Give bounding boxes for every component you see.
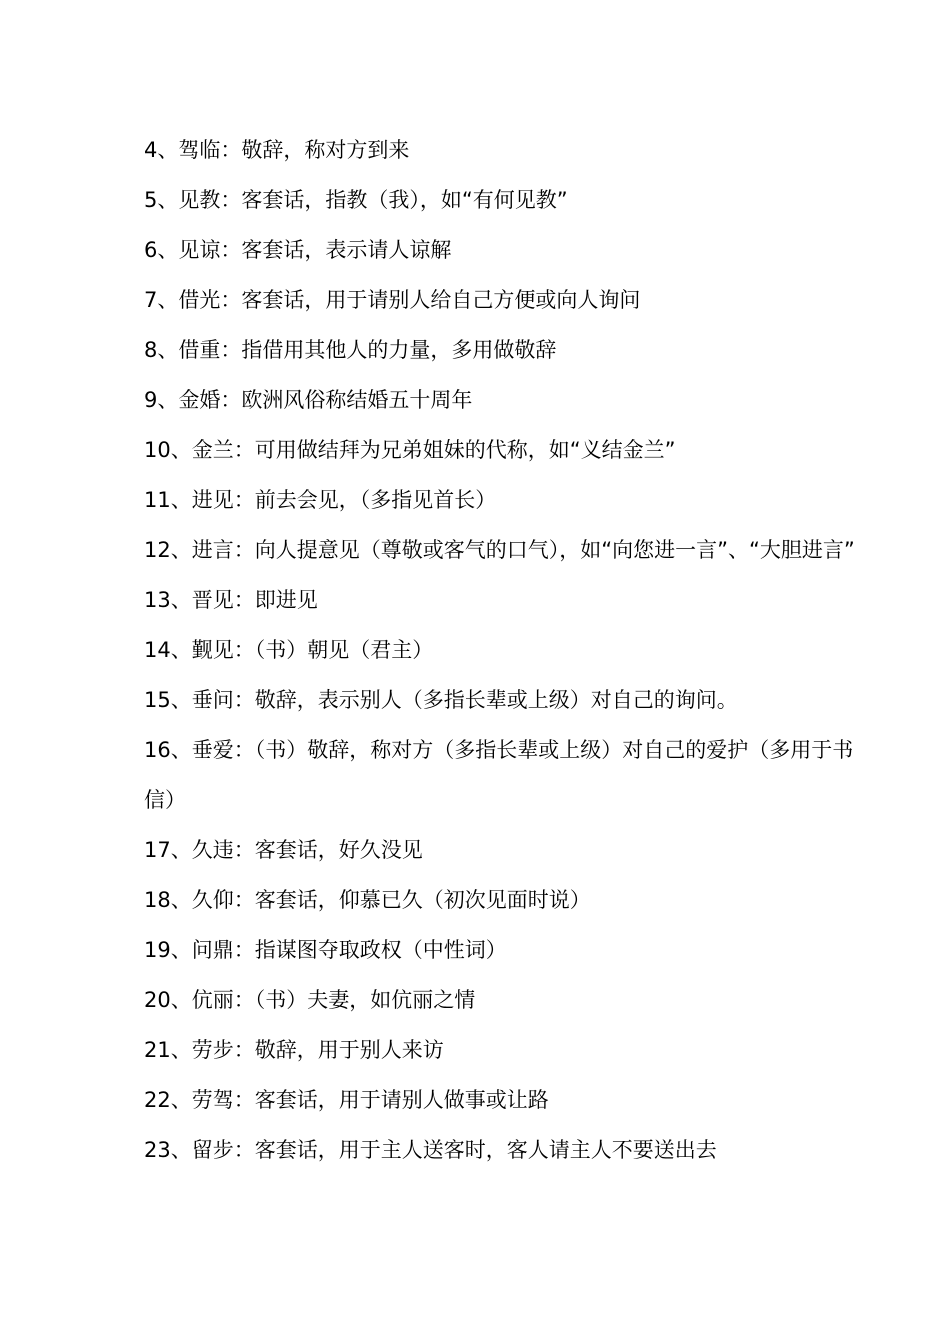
entry-list [144, 125, 869, 1175]
entry-7: 7、借光：客套话，用于请别人给自己方便或向人询问 [144, 288, 641, 312]
entry-11: 11、进见：前去会见，（多指见首长） [144, 488, 497, 512]
entry-4: 4、驾临：敬辞，称对方到来 [144, 138, 410, 162]
entry-10: 10、金兰：可用做结拜为兄弟姐妹的代称，如“义结金兰” [144, 438, 676, 462]
entry-21: 21、劳步：敬辞，用于别人来访 [144, 1038, 444, 1062]
entry-22: 22、劳驾：客套话，用于请别人做事或让路 [144, 1088, 549, 1112]
entry-16: 16、垂爱：（书）敬辞，称对方（多指长辈或上级）对自己的爱护（多用于书信） [144, 738, 854, 812]
entry-20: 20、伉丽：（书）夫妻，如伉丽之情 [144, 988, 476, 1012]
entry-14: 14、觐见：（书）朝见（君主） [144, 638, 434, 662]
entry-15: 15、垂问：敬辞，表示别人（多指长辈或上级）对自己的询问。 [144, 688, 738, 712]
entry-8: 8、借重：指借用其他人的力量，多用做敬辞 [144, 338, 557, 362]
entry-23: 23、留步：客套话，用于主人送客时，客人请主人不要送出去 [144, 1138, 717, 1162]
entry-9: 9、金婚：欧洲风俗称结婚五十周年 [144, 388, 473, 412]
entry-5: 5、见教：客套话，指教（我），如“有何见教” [144, 188, 568, 212]
entry-13: 13、晋见：即进见 [144, 588, 318, 612]
entry-12: 12、进言：向人提意见（尊敬或客气的口气），如“向您进一言”、“大胆进言” [144, 538, 855, 562]
entry-17: 17、久违：客套话，好久没见 [144, 838, 423, 862]
entry-18: 18、久仰：客套话，仰慕已久（初次见面时说） [144, 888, 591, 912]
entry-19: 19、问鼎：指谋图夺取政权（中性词） [144, 938, 507, 962]
entry-6: 6、见谅：客套话，表示请人谅解 [144, 238, 452, 262]
